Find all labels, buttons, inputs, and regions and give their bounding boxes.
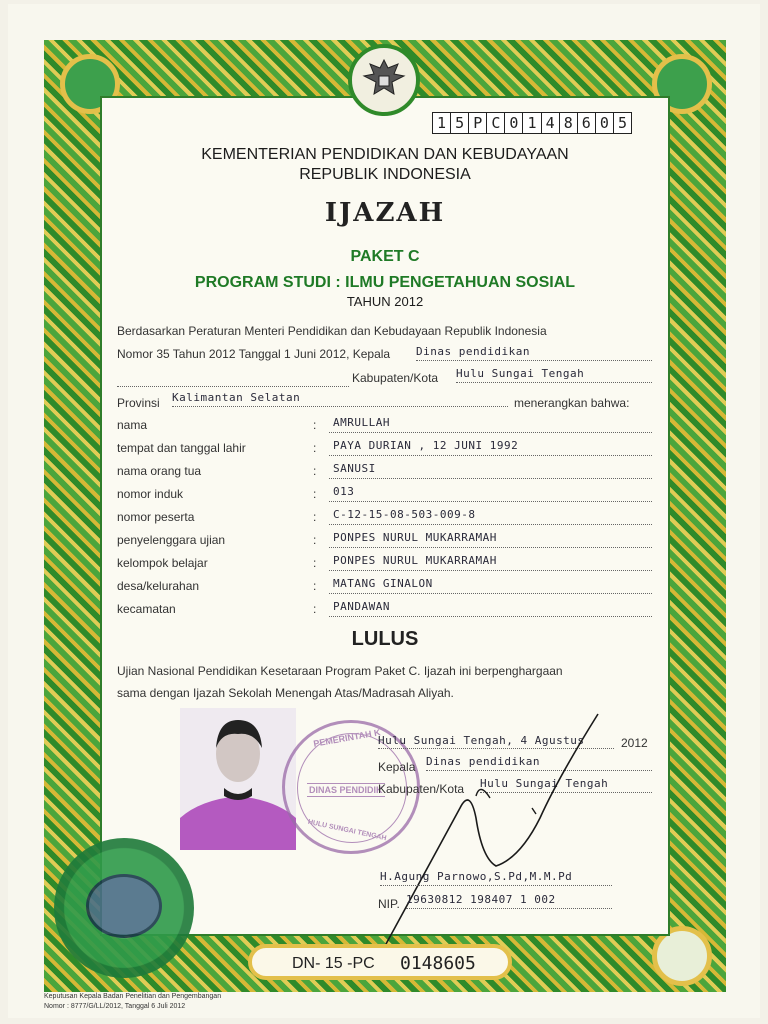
field-value: PONPES NURUL MUKARRAMAH [329, 554, 652, 571]
field-colon: : [313, 556, 317, 570]
ministry-line-1: KEMENTERIAN PENDIDIKAN DAN KEBUDAYAAN [201, 146, 569, 163]
field-label: nama orang tua [117, 464, 202, 478]
serial-number-boxes [432, 112, 632, 134]
district-label: Kabupaten/Kota [352, 371, 439, 385]
field-row-participant-number [117, 506, 652, 528]
field-label: kelompok belajar [117, 556, 208, 570]
field-row-parent [117, 460, 652, 482]
result-label: LULUS [351, 628, 419, 650]
footer-line-1: Keputusan Kepala Badan Penelitian dan Pengembangan [44, 993, 222, 1000]
field-row-organizer [117, 529, 652, 551]
field-label: desa/kelurahan [117, 579, 200, 593]
field-label: nomor induk [117, 487, 184, 501]
field-value: PANDAWAN [329, 600, 652, 617]
field-row-birth [117, 437, 652, 459]
stamp-text-mid: DINAS PENDIDIK [309, 785, 383, 795]
field-colon: : [313, 533, 317, 547]
bottom-serial-badge [248, 944, 512, 980]
document-title: IJAZAH [324, 198, 446, 228]
field-colon: : [313, 487, 317, 501]
field-label: tempat dan tanggal lahir [117, 441, 246, 455]
field-label: penyelenggara ujian [117, 533, 226, 547]
field-row-nama [117, 414, 652, 436]
head-office-value: Dinas pendidikan [416, 345, 652, 361]
field-label: kecamatan [117, 602, 176, 616]
footer-line-2: Nomor : 8777/G/LL/2012, Tanggal 6 Juli 2012 [44, 1003, 186, 1010]
sign-district-value: Hulu Sungai Tengah [480, 777, 652, 793]
statement-line-1: Ujian Nasional Pendidikan Kesetaraan Program Paket C. Ijazah ini berpenghargaan [117, 664, 563, 678]
hologram-seal-icon [54, 838, 194, 978]
field-colon: : [313, 464, 317, 478]
field-label: nomor peserta [117, 510, 195, 524]
year-label: TAHUN 2012 [346, 294, 424, 309]
bottom-serial-prefix: DN- 15 -PC [292, 955, 375, 972]
serial-char: 6 [578, 113, 596, 133]
stamp-text-bottom: HULU SUNGAI TENGAH [307, 818, 387, 843]
garuda-emblem-icon [348, 44, 420, 116]
stamp-text-top: PEMERINTAH K [312, 727, 382, 749]
statement-line-2: sama dengan Ijazah Sekolah Menengah Atas/Madrasah Aliyah. [117, 686, 454, 700]
serial-char: 0 [596, 113, 614, 133]
bottom-serial-number: 0148605 [400, 953, 476, 974]
field-value: AMRULLAH [329, 416, 652, 433]
program-title: PROGRAM STUDI : ILMU PENGETAHUAN SOSIAL [194, 274, 576, 291]
serial-char: 4 [542, 113, 560, 133]
sign-year: 2012 [621, 736, 648, 750]
field-colon: : [313, 579, 317, 593]
ministry-line-2: REPUBLIK INDONESIA [299, 166, 471, 183]
certifies-label: menerangkan bahwa: [514, 396, 630, 410]
field-value: 013 [329, 485, 652, 502]
sign-district-label: Kabupaten/Kota [378, 782, 465, 796]
blank-line [117, 385, 349, 387]
serial-char: 1 [433, 113, 451, 133]
serial-char: 5 [451, 113, 469, 133]
nip-label: NIP. [378, 897, 400, 911]
signer-name: H.Agung Parnowo,S.Pd,M.M.Pd [380, 870, 612, 886]
field-value: PAYA DURIAN , 12 JUNI 1992 [329, 439, 652, 456]
field-colon: : [313, 441, 317, 455]
field-value: MATANG GINALON [329, 577, 652, 594]
sign-head-value: Dinas pendidikan [426, 755, 652, 771]
student-photo [180, 708, 296, 850]
field-row-student-number [117, 483, 652, 505]
field-colon: : [313, 510, 317, 524]
field-row-study-group [117, 552, 652, 574]
serial-char: 5 [617, 114, 627, 132]
field-value: PONPES NURUL MUKARRAMAH [329, 531, 652, 548]
field-row-subdistrict [117, 598, 652, 620]
intro-line-2: Nomor 35 Tahun 2012 Tanggal 1 Juni 2012, Kepala [117, 347, 391, 361]
province-label: Provinsi [117, 396, 160, 410]
field-label: nama [117, 418, 148, 432]
sign-place-date: Hulu Sungai Tengah, 4 Agustus [378, 734, 614, 749]
field-colon: : [313, 602, 317, 616]
serial-char: P [469, 113, 487, 133]
field-value: C-12-15-08-503-009-8 [329, 508, 652, 525]
package-title: PAKET C [350, 248, 420, 265]
intro-line-1: Berdasarkan Peraturan Menteri Pendidikan dan Kebudayaan Republik Indonesia [117, 324, 547, 338]
field-colon: : [313, 418, 317, 432]
serial-char: 8 [560, 113, 578, 133]
serial-char: 1 [523, 113, 541, 133]
province-value: Kalimantan Selatan [172, 391, 508, 407]
serial-char: C [487, 113, 505, 133]
signature-scribble [380, 708, 610, 948]
district-value: Hulu Sungai Tengah [456, 367, 652, 383]
nip-value: 19630812 198407 1 002 [406, 893, 612, 909]
sign-head-label: Kepala [378, 760, 416, 774]
field-value: SANUSI [329, 462, 652, 479]
serial-char: 0 [505, 113, 523, 133]
field-row-village [117, 575, 652, 597]
